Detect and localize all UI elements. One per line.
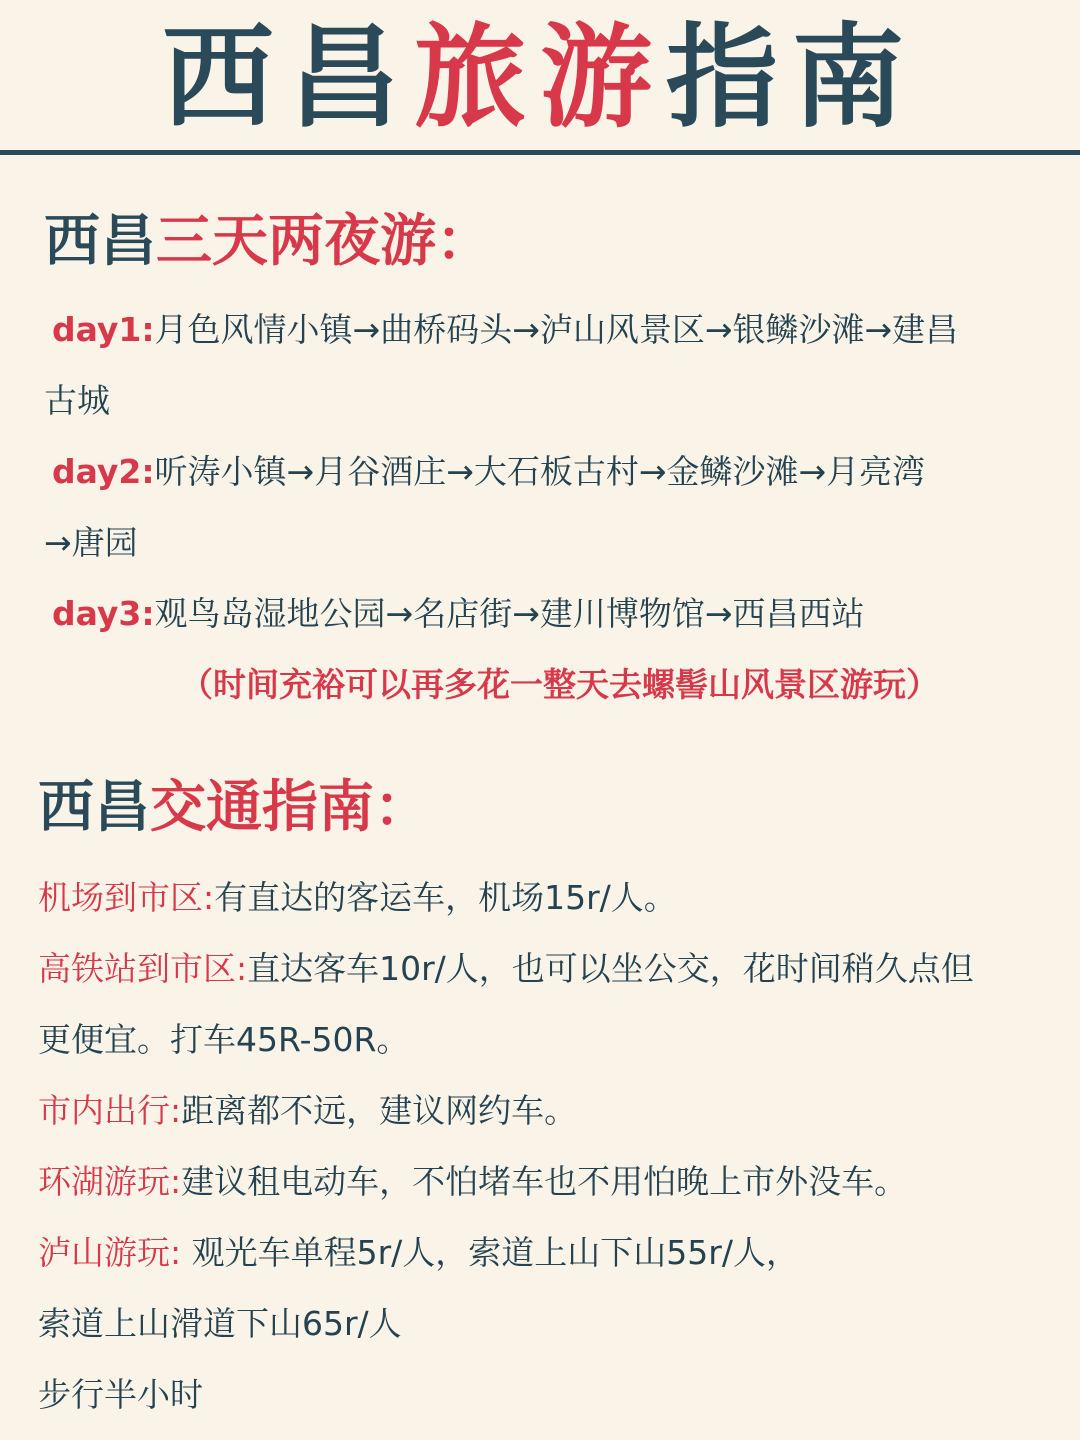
title-divider (0, 150, 1080, 155)
day1-label: day1: (52, 310, 155, 349)
transport-airport (38, 878, 677, 918)
day3-line1 (52, 594, 865, 634)
transport-heading (38, 776, 430, 840)
transport-city-label: 市内出行: (38, 1091, 182, 1130)
transport-airport-label: 机场到市区: (38, 878, 215, 917)
day3-route: 观鸟岛湿地公园→名店街→建川博物馆→西昌西站 (154, 594, 865, 633)
transport-heading-accent: 交通指南： (150, 775, 430, 840)
day3-label: day3: (52, 594, 155, 633)
transport-city (38, 1091, 577, 1131)
itinerary-heading-accent: 三天两夜游： (156, 209, 492, 274)
itinerary-note: （时间充裕可以再多花一整天去螺髻山风景区游玩） (180, 665, 939, 704)
transport-lushan-text: 观光车单程5r/人，索道上山下山55r/人， (181, 1233, 799, 1272)
title-part-lvyou: 旅游 (414, 13, 666, 143)
day1-route: 月色风情小镇→曲桥码头→泸山风景区→银鳞沙滩→建昌 (154, 310, 959, 349)
itinerary-heading (44, 210, 492, 274)
itinerary-heading-city: 西昌 (44, 209, 156, 274)
day2-route: 听涛小镇→月谷酒庄→大石板古村→金鳞沙滩→月亮湾 (154, 452, 926, 491)
day2-line1 (52, 452, 925, 492)
day2-line2: →唐园 (44, 523, 138, 562)
transport-lake (38, 1162, 907, 1202)
day2-label: day2: (52, 452, 155, 491)
transport-lake-text: 建议租电动车，不怕堵车也不用怕晚上市外没车。 (181, 1162, 908, 1201)
transport-lushan-line2: 索道上山滑道下山65r/人 (38, 1304, 402, 1343)
transport-hsr-line1 (38, 949, 974, 989)
transport-lushan-line1 (38, 1233, 799, 1273)
transport-lushan-label: 泸山游玩: (38, 1233, 182, 1272)
title-part-zhinan: 指南 (666, 13, 918, 143)
transport-city-text: 距离都不远，建议网约车。 (181, 1091, 578, 1130)
transport-hsr-line2: 更便宜。打车45R-50R。 (38, 1020, 410, 1059)
transport-hsr-label: 高铁站到市区: (38, 949, 248, 988)
transport-lake-label: 环湖游玩: (38, 1162, 182, 1201)
header (0, 0, 1080, 150)
day1-line2: 古城 (44, 381, 110, 420)
title-part-xichang: 西昌 (162, 13, 414, 143)
transport-airport-text: 有直达的客运车，机场15r/人。 (214, 878, 677, 917)
page-title (0, 13, 1080, 143)
transport-hsr-text: 直达客车10r/人，也可以坐公交，花时间稍久点但 (247, 949, 974, 988)
day1-line1 (52, 310, 958, 350)
transport-lushan-line3: 步行半小时 (38, 1375, 203, 1414)
transport-heading-city: 西昌 (38, 775, 150, 840)
